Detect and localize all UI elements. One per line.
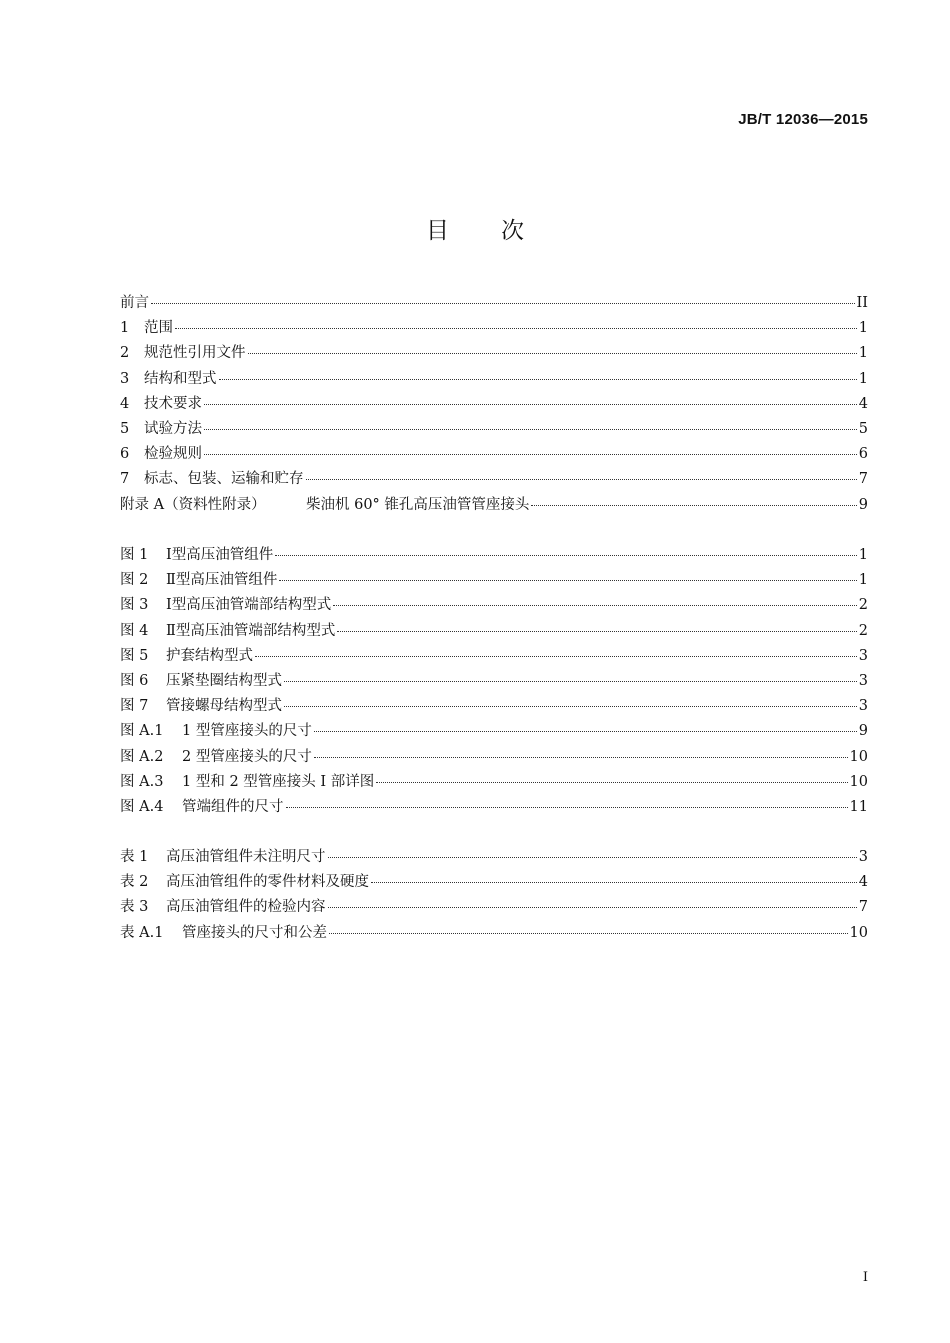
toc-entry-page: 11 — [849, 798, 868, 815]
toc-entry-number: 5 — [120, 420, 130, 437]
toc-leader-dots — [371, 864, 857, 883]
toc-leader-dots — [306, 461, 857, 480]
toc-entry-page: 7 — [858, 899, 868, 916]
toc-sections — [120, 288, 868, 515]
toc-entry-number: 4 — [120, 395, 130, 412]
toc-entry-label: 2 型管座接头的尺寸 — [182, 748, 312, 765]
toc-entry-label: Ⅱ型高压油管端部结构型式 — [166, 622, 336, 639]
toc-entry-label: Ⅰ型高压油管端部结构型式 — [166, 597, 332, 614]
toc-entry-number: 图 6 — [120, 672, 149, 689]
toc-leader-dots — [531, 487, 856, 506]
toc-entry-page: 3 — [858, 672, 868, 689]
toc-entry-number: 3 — [120, 370, 130, 387]
toc-entry-label: Ⅱ型高压油管组件 — [166, 572, 278, 589]
toc-entry-page: 7 — [858, 471, 868, 488]
toc-entry-number: 图 1 — [120, 547, 149, 563]
toc-entry-page: II — [856, 295, 868, 311]
toc-entry-number: 6 — [120, 446, 130, 463]
toc-entry-page: 3 — [858, 849, 868, 865]
toc-entry-page: 9 — [858, 496, 868, 513]
toc-entry-number: 图 2 — [120, 572, 149, 589]
toc-leader-dots — [337, 613, 856, 632]
title-char-1: 目 — [426, 218, 449, 244]
toc-entry-label: 管座接头的尺寸和公差 — [182, 924, 327, 941]
toc-entry-page: 6 — [858, 446, 868, 463]
toc-entry-number: 2 — [120, 345, 130, 362]
toc-leader-dots — [284, 663, 857, 682]
toc-entry-number: 图 3 — [120, 597, 149, 614]
toc-entry-number: 表 A.1 — [120, 924, 164, 941]
toc-entry-label: 柴油机 60° 锥孔高压油管管座接头 — [306, 496, 530, 513]
toc-leader-dots — [376, 764, 847, 783]
toc-entry-page: 3 — [858, 698, 868, 715]
page-title — [0, 212, 950, 245]
toc-entry-label: 试验方法 — [144, 420, 202, 437]
toc-entry-page: 1 — [858, 547, 868, 563]
toc-leader-dots — [314, 739, 848, 758]
toc-entry-number: 图 5 — [120, 647, 149, 664]
toc-entry-number: 图 4 — [120, 622, 149, 639]
toc-entry-label: 管接螺母结构型式 — [166, 698, 282, 715]
toc-leader-dots — [175, 310, 857, 329]
toc-entry-number: 表 2 — [120, 874, 149, 891]
toc-entry-number: 图 A.3 — [120, 773, 164, 790]
toc-entry-number: 图 7 — [120, 698, 149, 715]
toc-leader-dots — [151, 285, 855, 304]
toc-entry-number: 1 — [120, 320, 130, 337]
toc-leader-dots — [314, 713, 857, 732]
toc-entry-page: 2 — [858, 597, 868, 614]
toc-entry[interactable] — [120, 918, 868, 943]
toc-entry-page: 1 — [858, 370, 868, 387]
toc-entry-number: 图 A.1 — [120, 723, 164, 740]
toc-entry-number: 表 1 — [120, 849, 149, 865]
toc-leader-dots — [328, 889, 857, 908]
toc-entry-label: 压紧垫圈结构型式 — [166, 672, 282, 689]
toc-entry-label: 技术要求 — [144, 395, 202, 412]
toc-entry-number: 附录 A（资料性附录） — [120, 496, 266, 513]
toc-entry-page: 3 — [858, 647, 868, 664]
toc-entry-label: 标志、包装、运输和贮存 — [144, 471, 304, 488]
toc-entry-page: 5 — [858, 420, 868, 437]
toc-entry-label: 高压油管组件的零件材料及硬度 — [166, 874, 369, 891]
toc-entry-label: 管端组件的尺寸 — [182, 798, 284, 815]
toc-leader-dots — [286, 789, 848, 808]
toc-entry-label: 高压油管组件的检验内容 — [166, 899, 326, 916]
toc-leader-dots — [284, 688, 857, 707]
toc-figures — [120, 540, 868, 817]
toc-entry-page: 10 — [849, 924, 868, 941]
toc-entry-number: 表 3 — [120, 899, 149, 916]
toc-leader-dots — [204, 436, 857, 455]
toc-entry-label: 检验规则 — [144, 446, 202, 463]
toc-leader-dots — [328, 839, 857, 858]
toc-leader-dots — [248, 335, 857, 354]
toc-leader-dots — [279, 562, 856, 581]
toc-entry-page: 2 — [858, 622, 868, 639]
standard-code: JB/T 12036—2015 — [738, 111, 868, 128]
toc-entry-label: 护套结构型式 — [166, 647, 253, 664]
toc-entry-page: 4 — [858, 395, 868, 412]
toc-entry-page: 10 — [849, 773, 868, 790]
toc-entry-page: 4 — [858, 874, 868, 891]
toc-entry-label: 结构和型式 — [144, 370, 217, 387]
toc-entry[interactable] — [120, 792, 868, 817]
toc-entry-label: 前言 — [120, 295, 149, 311]
toc-leader-dots — [333, 587, 857, 606]
toc-entry-page: 10 — [849, 748, 868, 765]
toc-leader-dots — [275, 537, 857, 556]
toc-entry-page: 1 — [858, 345, 868, 362]
toc-leader-dots — [255, 638, 857, 657]
toc-tables — [120, 842, 868, 943]
toc-entry-number: 图 A.2 — [120, 748, 164, 765]
toc-entry-page: 1 — [858, 320, 868, 337]
page-number: I — [862, 1270, 868, 1285]
toc-entry[interactable] — [120, 490, 868, 515]
toc-leader-dots — [204, 411, 857, 430]
toc-entry-label: 1 型管座接头的尺寸 — [182, 723, 312, 740]
title-char-2: 次 — [501, 218, 524, 244]
toc-entry-label: Ⅰ型高压油管组件 — [166, 547, 274, 563]
toc-entry-label: 高压油管组件未注明尺寸 — [166, 849, 326, 865]
toc-entry-number: 图 A.4 — [120, 798, 164, 815]
toc-entry-number: 7 — [120, 471, 130, 488]
toc-entry-label: 规范性引用文件 — [144, 345, 246, 362]
toc-entry-label: 1 型和 2 型管座接头 I 部详图 — [182, 773, 375, 790]
toc-leader-dots — [329, 915, 848, 934]
toc-entry-label: 范围 — [144, 320, 173, 337]
toc-entry-page: 9 — [858, 723, 868, 740]
toc-leader-dots — [204, 386, 857, 405]
toc-leader-dots — [219, 361, 857, 380]
toc-entry-page: 1 — [858, 572, 868, 589]
